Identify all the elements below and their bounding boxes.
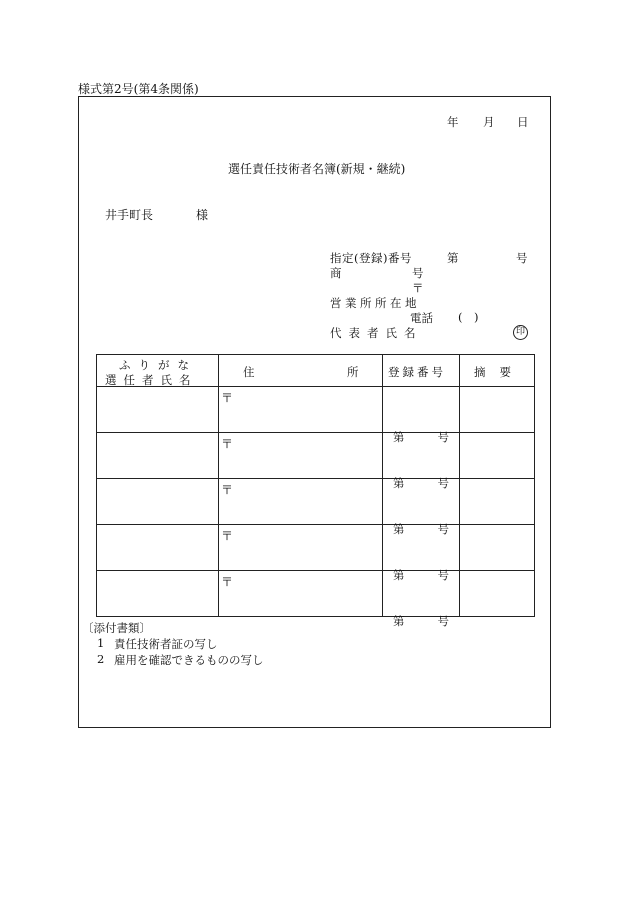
attachment-number: 2 [97,652,105,666]
reg-suffix: 号 [437,614,449,628]
header-address-2: 所 [347,365,359,379]
document-title: 選任責任技術者名簿(新規・継続) [228,162,406,176]
header-name-cell [97,355,219,387]
appointee-name-cell[interactable] [97,571,219,617]
postal-mark: 〒 [221,529,234,543]
attachments-heading: 〔添付書類〕 [82,621,151,635]
phone-open-paren: ( [458,310,463,324]
designation-suffix: 号 [516,251,528,265]
postal-mark: 〒 [412,281,424,295]
remarks-cell[interactable] [460,433,535,479]
postal-mark: 〒 [221,483,234,497]
designation-prefix: 第 [447,251,459,265]
phone-label: 電話 [410,311,433,325]
postal-mark: 〒 [221,437,234,451]
attachment-number: 1 [97,636,105,650]
reg-prefix: 第 [393,522,405,536]
address-cell[interactable] [219,525,383,571]
reg-number-cell[interactable] [383,387,460,444]
office-location-label: 営業所所在地 [330,296,420,310]
date-month-label: 月 [483,115,495,129]
reg-suffix: 号 [437,476,449,490]
reg-number-cell[interactable] [383,571,460,628]
date-day-label: 日 [517,115,529,129]
reg-number-cell[interactable] [383,525,460,582]
trade-name-label-1: 商 [330,266,342,280]
reg-prefix: 第 [393,430,405,444]
header-address-cell [219,355,383,387]
appointee-name-cell[interactable] [97,479,219,525]
address-cell[interactable] [219,433,383,479]
header-appointee-name: 選任者氏名 [105,373,198,387]
addressee-name: 井手町長 [105,208,154,222]
header-remarks-cell [460,355,535,387]
remarks-cell[interactable] [460,525,535,571]
appointee-name-cell[interactable] [97,433,219,479]
address-cell[interactable] [219,571,383,617]
reg-prefix: 第 [393,614,405,628]
reg-number-cell[interactable] [383,479,460,536]
header-remarks: 摘要 [474,365,525,379]
header-reg-number-cell [383,355,460,387]
remarks-cell[interactable] [460,479,535,525]
reg-prefix: 第 [393,568,405,582]
postal-mark: 〒 [221,391,234,405]
form-number: 様式第2号(第4条関係) [78,82,199,96]
trade-name-label-2: 号 [412,266,424,280]
table-header-row [97,355,535,387]
table-row [97,479,535,525]
technician-table [96,354,535,628]
address-cell[interactable] [219,479,383,525]
table-row [97,525,535,571]
table-row [97,571,535,617]
attachment-text: 雇用を確認できるものの写し [114,653,264,667]
reg-prefix: 第 [393,476,405,490]
reg-suffix: 号 [437,522,449,536]
appointee-name-cell[interactable] [97,387,219,433]
phone-close-paren: ) [474,310,479,324]
seal-mark: 印 [513,325,528,340]
reg-suffix: 号 [437,430,449,444]
header-address-1: 住 [243,365,255,379]
header-furigana: ふりがな [119,358,197,372]
attachment-text: 責任技術者証の写し [114,637,218,651]
addressee-honorific: 様 [196,208,209,222]
remarks-cell[interactable] [460,571,535,617]
appointee-name-cell[interactable] [97,525,219,571]
table-row [97,433,535,479]
representative-label: 代表者氏名 [330,326,423,340]
date-year-label: 年 [447,115,459,129]
address-cell[interactable] [219,387,383,433]
header-reg-number: 登録番号 [388,365,446,379]
table-row [97,387,535,433]
designation-number-label: 指定(登録)番号 [330,251,412,265]
reg-suffix: 号 [437,568,449,582]
postal-mark: 〒 [221,575,234,589]
remarks-cell[interactable] [460,387,535,433]
reg-number-cell[interactable] [383,433,460,490]
